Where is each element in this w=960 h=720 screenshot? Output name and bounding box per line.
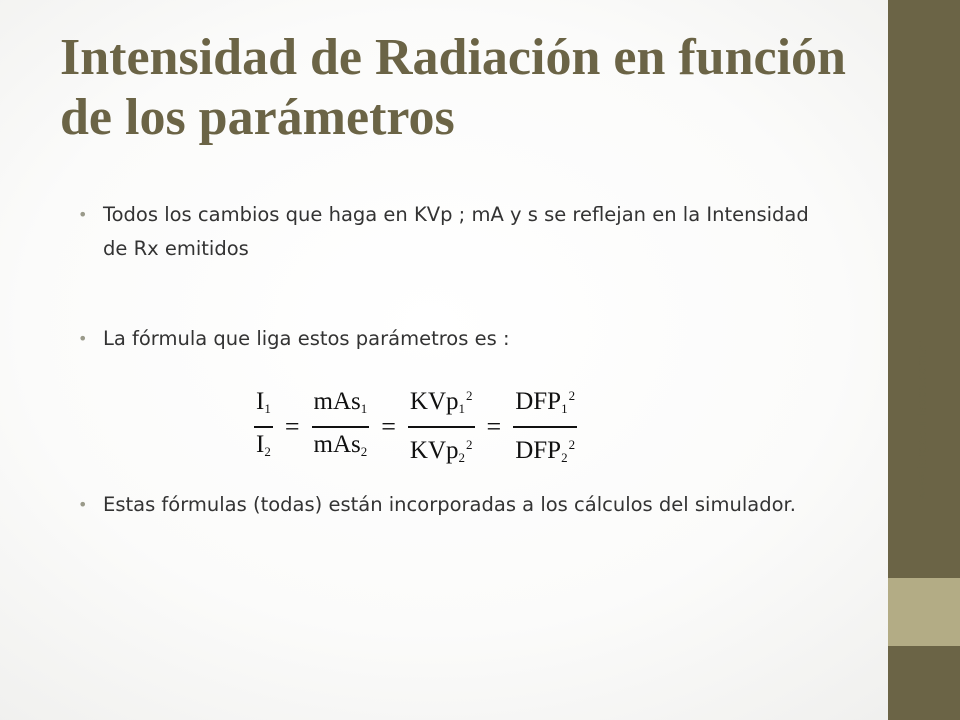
equals-sign: = [486, 412, 502, 441]
radiation-formula [248, 382, 583, 472]
fraction-mas [312, 385, 370, 469]
numerator: $DFP_1^2$ [515, 388, 576, 416]
bullet-text: Estas fórmulas (todas) están incorporadas a los cálculos del simulador. [103, 493, 796, 516]
sidebar-accent-block [888, 578, 960, 646]
fraction-kvp [408, 379, 475, 475]
bullet-dot-icon: • [78, 329, 88, 348]
bullet-text: Todos los cambios que haga en KVp ; mA y s se reflejan en la Intensidad de Rx emitidos [103, 203, 809, 260]
bullet-item [78, 322, 838, 356]
bullet-item [78, 488, 838, 522]
equals-sign: = [284, 412, 300, 441]
bullet-dot-icon: • [78, 495, 88, 514]
denominator: $DFP_2^2$ [515, 437, 576, 465]
denominator: mAs$_2$ [313, 431, 368, 459]
equals-sign: = [381, 412, 396, 441]
sidebar-url [912, 330, 932, 510]
bullet-dot-icon: • [78, 205, 88, 224]
sidebar-url-text: www.jorgeeuillades.com.ar [915, 339, 930, 501]
fraction-dfp [513, 379, 577, 475]
numerator: KVp$_1^2$ [409, 388, 473, 416]
slide-title: Intensidad de Radiación en función de los parámetros [60, 29, 846, 146]
denominator: KVp$_2^2$ [409, 437, 473, 465]
denominator: $I_2$ [256, 431, 271, 459]
fraction-intensity [254, 385, 273, 469]
numerator: mAs$_1$ [313, 388, 368, 416]
bullet-item [78, 198, 838, 266]
bullet-text: La fórmula que liga estos parámetros es : [103, 327, 510, 350]
numerator: $I_1$ [256, 388, 271, 416]
